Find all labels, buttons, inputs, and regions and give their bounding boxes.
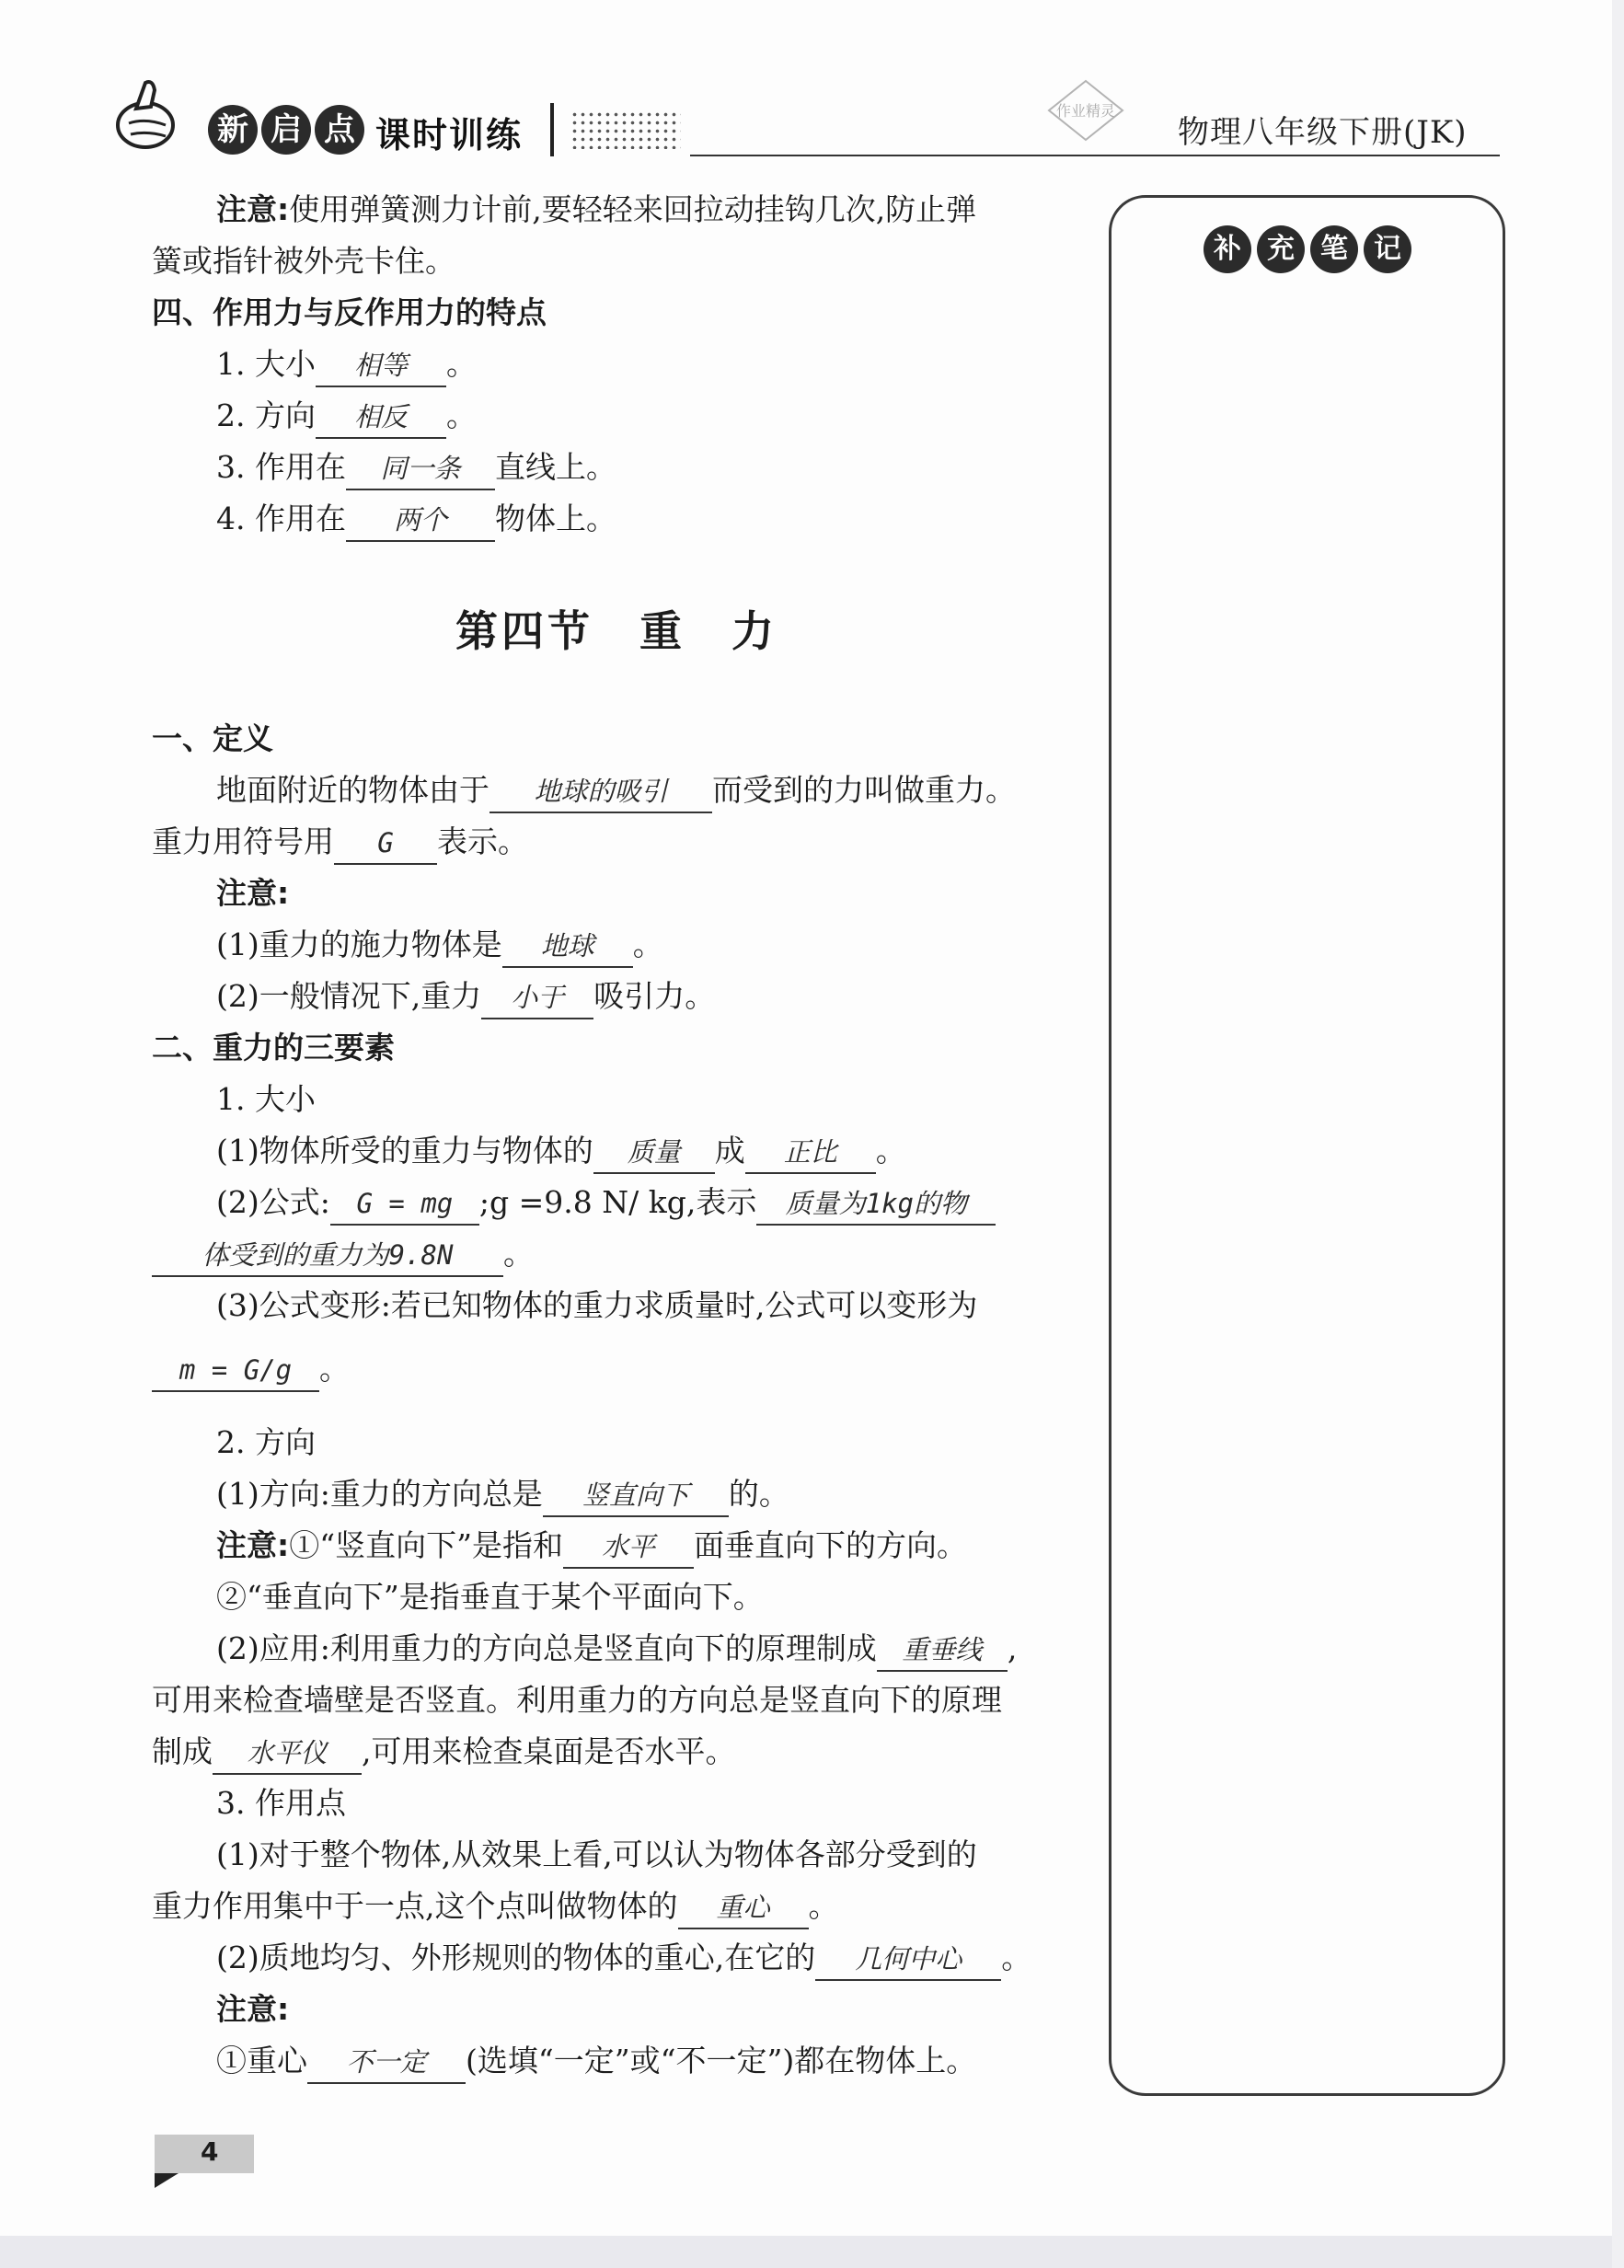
- page-corner-mark: [155, 2173, 179, 2188]
- notes-title-char: 记: [1364, 225, 1411, 273]
- magnitude-item-2: [216, 1177, 996, 1228]
- item-text: 。: [808, 1888, 839, 1924]
- note-label: 注意:: [216, 875, 290, 911]
- heading-action-reaction: 四、作用力与反作用力的特点: [152, 294, 547, 330]
- item-text: 。: [1001, 1940, 1032, 1975]
- item-text: 2. 方向: [216, 397, 316, 433]
- point-item-1-cont: [152, 1881, 839, 1932]
- direction-note-2: ②“垂直向下”是指垂直于某个平面向下。: [216, 1579, 764, 1615]
- direction-note: [216, 1520, 967, 1571]
- answer-blank: 小于: [481, 977, 593, 1019]
- item-text: ,: [1007, 1630, 1018, 1666]
- list-item: [216, 493, 616, 545]
- magnitude-item-2-cont: [152, 1228, 534, 1280]
- item-text: 制成: [152, 1733, 213, 1769]
- watermark-stamp: [1031, 74, 1141, 147]
- magnitude-item-1: [216, 1125, 906, 1177]
- point-note-1: [216, 2035, 976, 2087]
- item-text: 吸引力。: [593, 978, 716, 1014]
- heading-definition: 一、定义: [152, 720, 273, 756]
- answer-blank: 重心: [678, 1887, 809, 1929]
- note-label: 注意:: [216, 1527, 290, 1563]
- notes-title: [1204, 225, 1411, 273]
- brand-char-3: 点: [315, 105, 364, 155]
- note-line-1: [216, 184, 976, 236]
- answer-blank: 相等: [316, 345, 446, 387]
- magnitude-item-3-cont: [152, 1343, 350, 1395]
- heading-three-elements: 二、重力的三要素: [152, 1030, 395, 1065]
- item-text: ①“竖直向下”是指和: [289, 1527, 563, 1563]
- item-text: 。: [319, 1351, 350, 1387]
- item-text: 。: [445, 397, 477, 433]
- item-text: 4. 作用在: [216, 501, 346, 536]
- item-text: 。: [875, 1133, 906, 1169]
- brand-char-2: 启: [261, 105, 311, 155]
- answer-blank: 重垂线: [877, 1629, 1008, 1672]
- item-text: 。: [503, 1236, 534, 1272]
- item-text: (选填“一定”或“不一定”)都在物体上。: [466, 2043, 977, 2078]
- item-text: 的。: [728, 1476, 789, 1512]
- item-text: 。: [632, 927, 663, 962]
- item-text: 重力作用集中于一点,这个点叫做物体的: [152, 1888, 678, 1924]
- item-text: ,可用来检查桌面是否水平。: [362, 1733, 736, 1769]
- item-text: (1)方向:重力的方向总是: [216, 1476, 543, 1512]
- answer-blank: 正比: [745, 1132, 876, 1174]
- item-text: 面垂直向下的方向。: [693, 1527, 967, 1563]
- section-title: 第四节 重 力: [455, 606, 777, 656]
- notes-title-char: 笔: [1310, 225, 1358, 273]
- item-text: (2)应用:利用重力的方向总是竖直向下的原理制成: [216, 1630, 877, 1666]
- item-text: 物体上。: [494, 501, 616, 536]
- answer-blank: 竖直向下: [543, 1475, 729, 1517]
- list-item: [216, 442, 616, 493]
- direction-item-2-cont: 可用来检查墙壁是否竖直。利用重力的方向总是竖直向下的原理: [152, 1682, 1002, 1718]
- answer-blank: 几何中心: [815, 1939, 1001, 1981]
- point-item-1: (1)对于整个物体,从效果上看,可以认为物体各部分受到的: [216, 1836, 977, 1872]
- answer-blank: 同一条: [346, 448, 495, 490]
- brand-char-1: 新: [208, 105, 258, 155]
- answer-blank: G = mg: [330, 1183, 479, 1226]
- note-line-2: 簧或指针被外壳卡住。: [152, 243, 455, 279]
- page-number: 4: [201, 2136, 219, 2167]
- definition-line-1: [216, 765, 1016, 816]
- item-text: 重力用符号用: [152, 823, 334, 859]
- answer-blank: 体受到的重力为9.8N: [152, 1235, 503, 1277]
- brand-subtitle: 课时训练: [375, 115, 524, 155]
- item-text: 成: [714, 1133, 745, 1169]
- notes-title-char: 补: [1204, 225, 1251, 273]
- note-item: [216, 919, 663, 971]
- answer-blank: 质量: [593, 1132, 715, 1174]
- item-text: 地面附近的物体由于: [216, 772, 490, 808]
- notes-title-char: 充: [1257, 225, 1305, 273]
- item-text: ①重心: [216, 2043, 307, 2078]
- item-text: ;g =9.8 N/ kg,表示: [478, 1184, 757, 1220]
- header-rule: [690, 155, 1500, 156]
- list-item: [216, 390, 477, 442]
- answer-blank: 水平仪: [213, 1733, 362, 1775]
- item-text: 而受到的力叫做重力。: [712, 772, 1016, 808]
- dot-pattern: [570, 110, 681, 149]
- note-label: 注意:: [216, 191, 290, 227]
- item-text: (1)重力的施力物体是: [216, 927, 502, 962]
- subheading-point: 3. 作用点: [216, 1785, 346, 1821]
- magnitude-item-3: (3)公式变形:若已知物体的重力求质量时,公式可以变形为: [216, 1287, 978, 1323]
- answer-blank: 水平: [563, 1526, 694, 1569]
- book-title: 物理八年级下册(JK): [1178, 114, 1468, 151]
- item-text: 直线上。: [494, 449, 616, 485]
- thumbs-up-icon: [109, 77, 193, 156]
- note-text: 使用弹簧测力计前,要轻轻来回拉动挂钩几次,防止弹: [289, 191, 977, 227]
- subheading-direction: 2. 方向: [216, 1424, 316, 1460]
- answer-blank: 地球的吸引: [490, 771, 712, 813]
- direction-item-2: [216, 1623, 1017, 1675]
- item-text: 3. 作用在: [216, 449, 346, 485]
- item-text: 1. 大小: [216, 346, 316, 382]
- answer-blank: 相反: [316, 397, 446, 439]
- answer-blank: 两个: [346, 500, 495, 542]
- point-item-2: [216, 1932, 1031, 1984]
- answer-blank: 质量为1kg的物: [756, 1183, 996, 1226]
- answer-blank: 不一定: [307, 2042, 466, 2084]
- answer-blank: G: [334, 823, 437, 865]
- item-text: 表示。: [437, 823, 528, 859]
- item-text: (2)公式:: [216, 1184, 330, 1220]
- answer-blank: 地球: [502, 926, 633, 968]
- item-text: (2)质地均匀、外形规则的物体的重心,在它的: [216, 1940, 816, 1975]
- supplementary-notes-panel: [1109, 195, 1505, 2096]
- page-header: [101, 74, 1500, 175]
- item-text: (2)一般情况下,重力: [216, 978, 482, 1014]
- header-divider: [550, 103, 554, 156]
- item-text: (1)物体所受的重力与物体的: [216, 1133, 593, 1169]
- stamp-text: 作业精灵: [1055, 102, 1116, 120]
- list-item: [216, 339, 477, 390]
- note-item: [216, 971, 715, 1022]
- direction-item-2-cont2: [152, 1726, 736, 1778]
- note-label: 注意:: [216, 1991, 290, 2027]
- answer-blank: m = G/g: [152, 1350, 319, 1392]
- definition-line-2: [152, 816, 528, 868]
- scan-bottom-edge: [0, 2236, 1624, 2268]
- subheading-magnitude: 1. 大小: [216, 1081, 316, 1117]
- item-text: 。: [445, 346, 477, 382]
- direction-item-1: [216, 1468, 789, 1520]
- scan-right-edge: [1612, 0, 1624, 2268]
